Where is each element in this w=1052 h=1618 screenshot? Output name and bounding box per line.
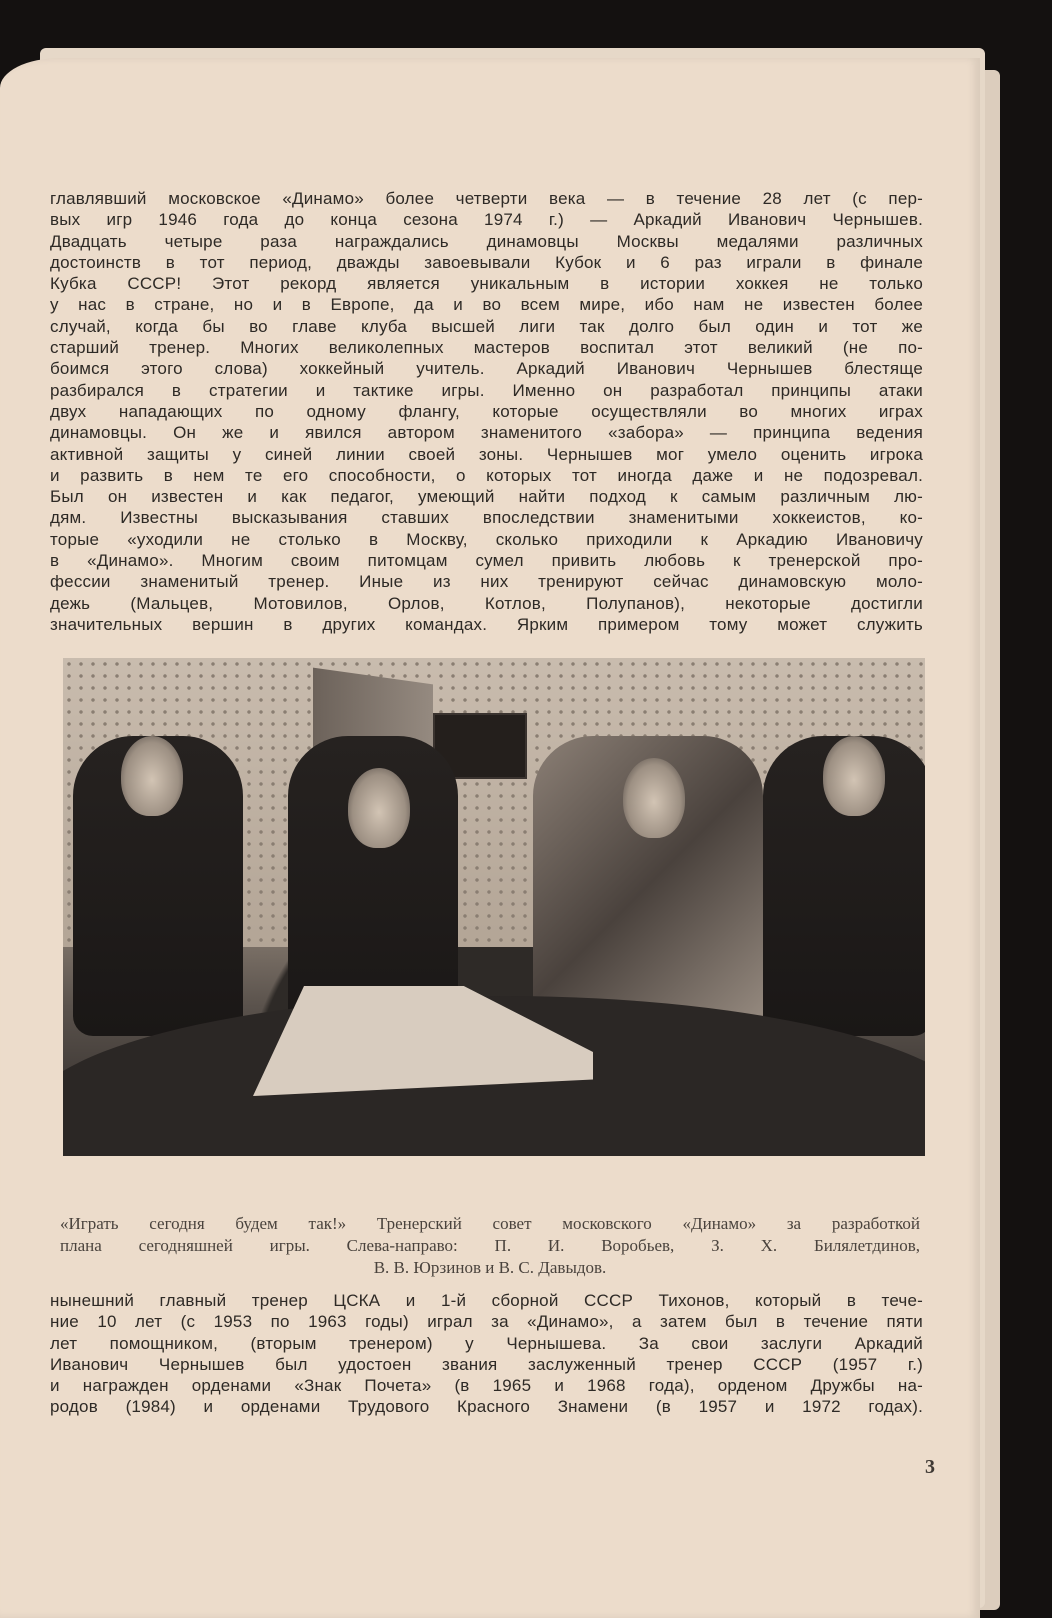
photo-person-head <box>348 768 410 848</box>
caption-line: «Играть сегодня будем так!» Тренерский совет московского «Динамо» за разработкой <box>60 1214 920 1233</box>
document-page <box>0 58 980 1618</box>
text-line: достоинств в тот период, дважды завоевывали Кубок и 6 раз играли в финале <box>50 252 923 272</box>
text-line: динамовцы. Он же и явился автором знаменитого «забора» — принципа ведения <box>50 423 923 443</box>
photo-person-head <box>823 736 885 816</box>
text-line: торые «уходили не столько в Москву, сколько приходили к Аркадию Ивановичу <box>50 529 923 549</box>
caption-line: плана сегодняшней игры. Слева-направо: П. И. Воробьев, З. Х. Билялетдинов, <box>60 1236 920 1255</box>
page-number: 3 <box>925 1456 935 1478</box>
text-line: у нас в стране, но и в Европе, да и во всем мире, ибо нам не известен более <box>50 295 923 315</box>
text-line: Кубка СССР! Этот рекорд является уникальным в истории хоккея не только <box>50 274 923 294</box>
photo-caption <box>60 1213 920 1279</box>
text-line: случай, когда бы во главе клуба высшей лиги так долго был один и тот же <box>50 316 923 336</box>
text-line: нынешний главный тренер ЦСКА и 1-й сборной СССР Тихонов, который в тече- <box>50 1291 923 1310</box>
text-line: дежь (Мальцев, Мотовилов, Орлов, Котлов, Полупанов), некоторые достигли <box>50 593 923 613</box>
text-line: родов (1984) и орденами Трудового Красного Знамени (в 1957 и 1972 годах). <box>50 1397 923 1417</box>
text-line: лет помощником, (вторым тренером) у Чернышева. За свои заслуги Аркадий <box>50 1333 923 1353</box>
text-line: вых игр 1946 года до конца сезона 1974 г.) — Аркадий Иванович Чернышев. <box>50 210 923 230</box>
text-line: активной защиты у синей линии своей зоны. Чернышев мог умело оценить игрока <box>50 444 923 464</box>
caption-line: В. В. Юрзинов и В. С. Давыдов. <box>373 1258 607 1277</box>
text-line: и развить в нем те его способности, о которых тот иногда даже и не подозревал. <box>50 465 923 485</box>
photo-person-head <box>623 758 685 838</box>
text-line: старший тренер. Многих великолепных мастеров воспитал этот великий (не по- <box>50 338 923 358</box>
text-line: фессии знаменитый тренер. Иные из них тренируют сейчас динамовскую моло- <box>50 572 923 592</box>
text-line: двух нападающих по одному флангу, которые осуществляли во многих играх <box>50 401 923 421</box>
photo-person-head <box>121 736 183 816</box>
text-line: разбирался в стратегии и тактике игры. Именно он разработал принципы атаки <box>50 380 923 400</box>
text-line: дям. Известны высказывания ставших впоследствии знаменитыми хоккеистов, ко- <box>50 508 923 528</box>
text-line: в «Динамо». Многим своим питомцам сумел привить любовь к тренерской про- <box>50 551 923 571</box>
text-line: ние 10 лет (с 1953 по 1963 годы) играл за «Динамо», а затем был в течение пяти <box>50 1312 923 1332</box>
text-line: Иванович Чернышев был удостоен звания заслуженный тренер СССР (1957 г.) <box>50 1354 923 1374</box>
text-line: и награжден орденами «Знак Почета» (в 1965 и 1968 года), орденом Дружбы на- <box>50 1376 923 1396</box>
text-line: главлявший московское «Динамо» более четверти века — в течение 28 лет (с пер- <box>50 189 923 208</box>
text-line: Двадцать четыре раза награждались динамовцы Москвы медалями различных <box>50 231 923 251</box>
text-line: боимся этого слова) хоккейный учитель. Аркадий Иванович Чернышев блестяще <box>50 359 923 379</box>
text-line: Был он известен и как педагог, умеющий найти подход к самым различным лю- <box>50 487 923 507</box>
text-line: значительных вершин в других командах. Ярким примером тому может служить <box>50 614 923 634</box>
coaches-photo <box>63 658 925 1156</box>
bottom-paragraph <box>50 1290 923 1418</box>
top-paragraph <box>50 188 923 635</box>
